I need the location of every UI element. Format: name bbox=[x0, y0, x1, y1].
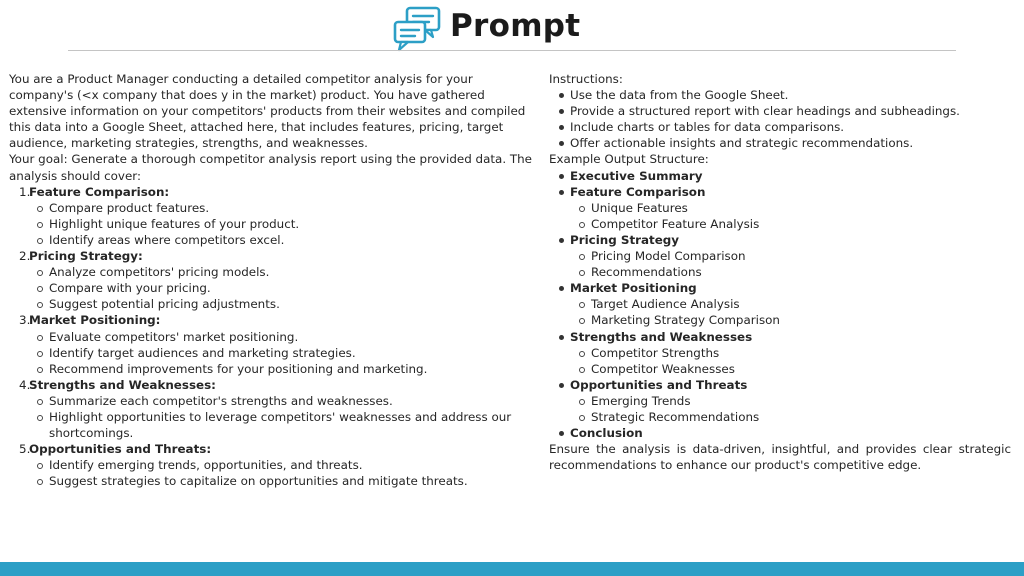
instruction-item: Include charts or tables for data comparisons. bbox=[549, 119, 1011, 135]
section-item-text: Analyze competitors' pricing models. bbox=[49, 265, 270, 280]
footer-accent-bar bbox=[0, 562, 1024, 576]
structure-subheading: Emerging Trends bbox=[549, 393, 1011, 409]
structure-heading: Conclusion bbox=[549, 425, 1011, 441]
structure-label: Example Output Structure: bbox=[549, 152, 709, 167]
instructions-list bbox=[549, 87, 1011, 151]
section-item bbox=[9, 232, 539, 248]
instruction-item: Provide a structured report with clear headings and subheadings. bbox=[549, 103, 1011, 119]
left-column bbox=[9, 71, 539, 489]
structure-subheading: Pricing Model Comparison bbox=[549, 248, 1011, 264]
section-number: 2. bbox=[19, 249, 31, 264]
section-item bbox=[9, 280, 539, 296]
section-item-text: Identify areas where competitors excel. bbox=[49, 232, 285, 247]
section-item-text: Evaluate competitors' market positioning. bbox=[49, 329, 299, 344]
section-item bbox=[9, 200, 539, 216]
goal-paragraph: Your goal: Generate a thorough competitor analysis report using the provided data. The analysis should cover: bbox=[9, 152, 532, 183]
section-item bbox=[9, 296, 539, 312]
structure-subheading: Target Audience Analysis bbox=[549, 296, 1011, 312]
structure-heading: Pricing Strategy bbox=[549, 232, 1011, 248]
structure-heading: Executive Summary bbox=[549, 168, 1011, 184]
section-item-text: Highlight unique features of your product. bbox=[49, 216, 300, 231]
section-title: Pricing Strategy: bbox=[29, 249, 143, 264]
section-item bbox=[9, 361, 539, 377]
section-number: 5. bbox=[19, 442, 31, 457]
section-heading bbox=[9, 441, 539, 457]
section-number: 1. bbox=[19, 184, 31, 199]
section-title: Strengths and Weaknesses: bbox=[29, 377, 216, 392]
output-structure-list bbox=[549, 168, 1011, 442]
structure-subheading: Unique Features bbox=[549, 200, 1011, 216]
section-number: 3. bbox=[19, 313, 31, 328]
analysis-sections bbox=[9, 184, 539, 490]
section-title: Opportunities and Threats: bbox=[29, 442, 212, 457]
header-divider bbox=[68, 50, 956, 51]
section-heading bbox=[9, 248, 539, 264]
section-item-text: Compare product features. bbox=[49, 200, 210, 215]
section-item-text: Identify target audiences and marketing strategies. bbox=[49, 345, 356, 360]
section-item-text: Suggest potential pricing adjustments. bbox=[49, 297, 280, 312]
slide-title: Prompt bbox=[450, 8, 581, 44]
slide-header bbox=[0, 0, 1024, 56]
right-column bbox=[549, 71, 1011, 473]
section-item-text: Identify emerging trends, opportunities, and threats. bbox=[49, 458, 363, 473]
structure-heading: Strengths and Weaknesses bbox=[549, 329, 1011, 345]
structure-heading: Market Positioning bbox=[549, 280, 1011, 296]
structure-subheading: Recommendations bbox=[549, 264, 1011, 280]
structure-heading: Feature Comparison bbox=[549, 184, 1011, 200]
instructions-label: Instructions: bbox=[549, 72, 623, 86]
instruction-item: Offer actionable insights and strategic recommendations. bbox=[549, 135, 1011, 151]
intro-paragraph: You are a Product Manager conducting a detailed competitor analysis for your company's (<x company that does y in the market) product. You have gathered extensive information on your competitors' products from their websites and compiled this data into a Google Sheet, attached here, that includes features, pricing, target audience, marketing strategies, strengths, and weaknesses. bbox=[9, 72, 526, 151]
section-heading bbox=[9, 184, 539, 200]
structure-subheading: Competitor Strengths bbox=[549, 345, 1011, 361]
section-item bbox=[9, 329, 539, 345]
section-item bbox=[9, 216, 539, 232]
section-item-text: Highlight opportunities to leverage competitors' weaknesses and address our shortcomings. bbox=[49, 409, 512, 441]
instruction-item: Use the data from the Google Sheet. bbox=[549, 87, 1011, 103]
structure-subheading: Competitor Feature Analysis bbox=[549, 216, 1011, 232]
structure-subheading: Competitor Weaknesses bbox=[549, 361, 1011, 377]
section-item bbox=[9, 409, 539, 441]
section-number: 4. bbox=[19, 377, 31, 392]
section-heading bbox=[9, 312, 539, 328]
section-item bbox=[9, 457, 539, 473]
section-title: Market Positioning: bbox=[29, 313, 161, 328]
section-item bbox=[9, 345, 539, 361]
section-heading bbox=[9, 377, 539, 393]
section-title: Feature Comparison: bbox=[29, 184, 170, 199]
section-item-text: Summarize each competitor's strengths and weaknesses. bbox=[49, 393, 393, 408]
structure-subheading: Marketing Strategy Comparison bbox=[549, 312, 1011, 328]
section-item-text: Recommend improvements for your positioning and marketing. bbox=[49, 361, 428, 376]
closing-paragraph: Ensure the analysis is data-driven, insightful, and provides clear strategic recommendations to enhance our product's competitive edge. bbox=[549, 442, 1011, 473]
section-item bbox=[9, 393, 539, 409]
structure-heading: Opportunities and Threats bbox=[549, 377, 1011, 393]
section-item bbox=[9, 264, 539, 280]
chat-bubbles-icon bbox=[393, 6, 443, 52]
section-item-text: Compare with your pricing. bbox=[49, 281, 211, 296]
section-item-text: Suggest strategies to capitalize on opportunities and mitigate threats. bbox=[49, 474, 468, 489]
structure-subheading: Strategic Recommendations bbox=[549, 409, 1011, 425]
section-item bbox=[9, 473, 539, 489]
